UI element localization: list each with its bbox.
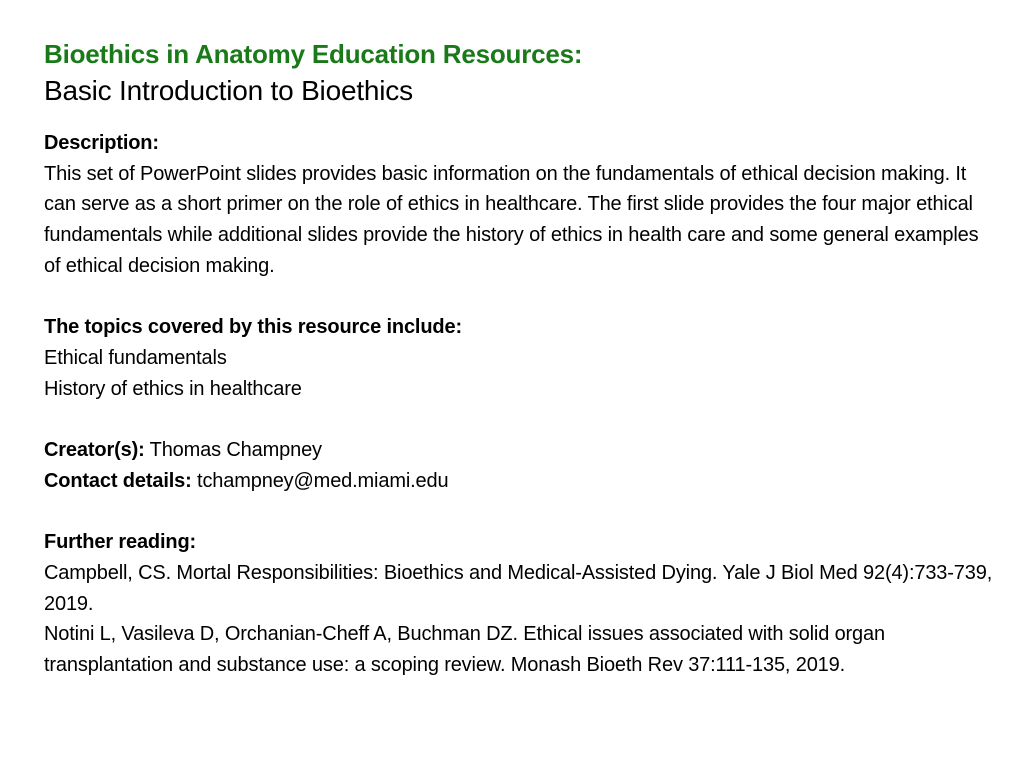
creator-line xyxy=(44,435,994,466)
title-resource-name: Basic Introduction to Bioethics xyxy=(44,75,413,106)
slide-body xyxy=(44,128,994,681)
contact-email[interactable]: tchampney@med.miami.edu xyxy=(197,469,449,492)
description-text: This set of PowerPoint slides provides basic information on the fundamentals of ethical decision making. It can serve as a short primer on the role of ethics in healthcare. The first slide provides the four major ethical fundamentals while additional slides provide the history of ethics in health care and some general examples of ethical decision making. xyxy=(44,162,979,277)
description-section xyxy=(44,128,994,282)
slide-title xyxy=(44,36,994,110)
contact-line xyxy=(44,466,994,497)
contact-label: Contact details: xyxy=(44,469,192,492)
spacer xyxy=(44,282,994,313)
credits-section xyxy=(44,435,994,496)
topic-item: Ethical fundamentals xyxy=(44,346,227,369)
topics-section xyxy=(44,312,994,404)
slide xyxy=(44,36,994,681)
title-series-name: Bioethics in Anatomy Education Resources: xyxy=(44,39,583,69)
reference-item: Campbell, CS. Mortal Responsibilities: Bioethics and Medical-Assisted Dying. Yale J Biol Med 92(4):733-739, 2019. xyxy=(44,561,993,615)
spacer xyxy=(44,496,994,527)
creator-label: Creator(s): xyxy=(44,439,145,461)
further-reading-section xyxy=(44,527,994,681)
reference-item: Notini L, Vasileva D, Orchanian-Cheff A, Buchman DZ. Ethical issues associated with solid organ transplantation and substance use: a scoping review. Monash Bioeth Rev 37:111-135, 2019. xyxy=(44,623,885,676)
topics-label: The topics covered by this resource include: xyxy=(44,316,462,339)
creator-value: Thomas Champney xyxy=(149,439,322,461)
spacer xyxy=(44,404,994,435)
further-reading-label: Further reading: xyxy=(44,531,197,554)
description-label: Description: xyxy=(44,132,159,154)
topic-item: History of ethics in healthcare xyxy=(44,377,302,400)
